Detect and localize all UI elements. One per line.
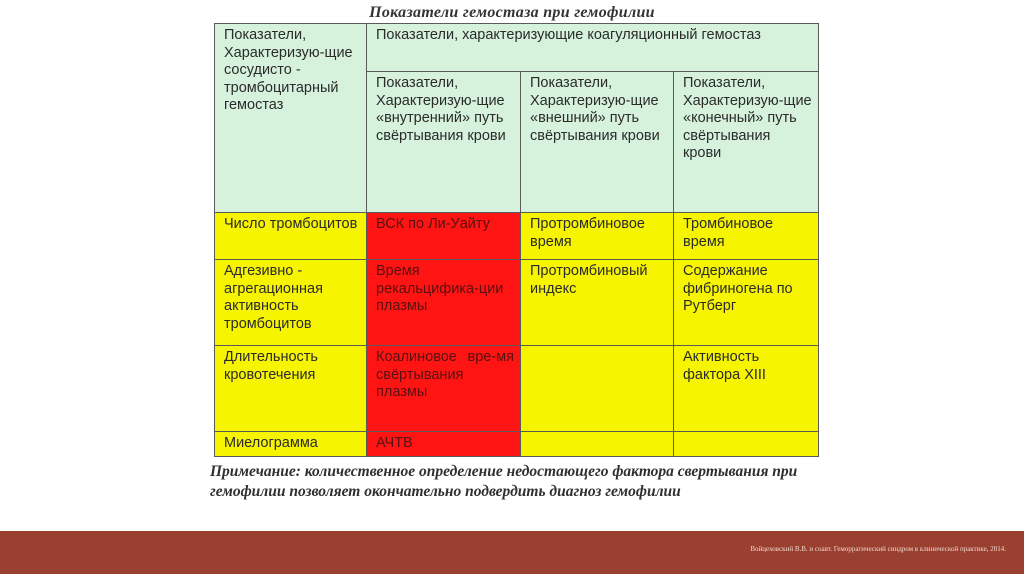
table-cell: Активность фактора XIII — [674, 346, 819, 432]
table-cell: Протромбиновое время — [521, 213, 674, 260]
table-cell: Время рекальцифика-ции плазмы — [367, 260, 521, 346]
header-vascular-platelet: Показатели, Характеризую-щие сосудисто - тромбоцитарный гемостаз — [215, 24, 367, 213]
table-cell — [674, 432, 819, 457]
table-cell: АЧТВ — [367, 432, 521, 457]
table-cell: Тромбиновое время — [674, 213, 819, 260]
table-row — [215, 346, 819, 432]
table-row — [215, 432, 819, 457]
table-cell: Длительность кровотечения — [215, 346, 367, 432]
table-cell: ВСК по Ли-Уайту — [367, 213, 521, 260]
table-cell — [521, 346, 674, 432]
table-cell: Число тромбоцитов — [215, 213, 367, 260]
table-cell: Адгезивно - агрегационная активность тромбоцитов — [215, 260, 367, 346]
footer-bar — [0, 531, 1024, 574]
header-intrinsic-pathway: Показатели, Характеризую-щие «внутренний» путь свёртывания крови — [367, 72, 521, 213]
table-cell — [521, 432, 674, 457]
header-extrinsic-pathway: Показатели, Характеризую-щие «внешний» путь свёртывания крови — [521, 72, 674, 213]
page-title: Показатели гемостаза при гемофилии — [369, 4, 655, 21]
footer-citation: Войцеховский В.В. и соавт. Геморрагический синдром в клинической практике, 2014. — [750, 545, 1006, 553]
hemostasis-table — [214, 23, 819, 457]
table-cell: Коалиновое вре-мя свёртывания плазмы — [367, 346, 521, 432]
header-common-pathway: Показатели, Характеризую-щие «конечный» путь свёртывания крови — [674, 72, 819, 213]
table-cell: Миелограмма — [215, 432, 367, 457]
table-header-row — [215, 24, 819, 72]
footnote: Примечание: количественное определение недостающего фактора свертывания при гемофилии позволяет окончательно подвердить диагноз гемофилии — [210, 463, 798, 500]
table-cell: Протромбиновый индекс — [521, 260, 674, 346]
table-row — [215, 213, 819, 260]
header-coagulation-group: Показатели, характеризующие коагуляционный гемостаз — [367, 24, 819, 72]
table-cell: Содержание фибриногена по Рутберг — [674, 260, 819, 346]
table-row — [215, 260, 819, 346]
